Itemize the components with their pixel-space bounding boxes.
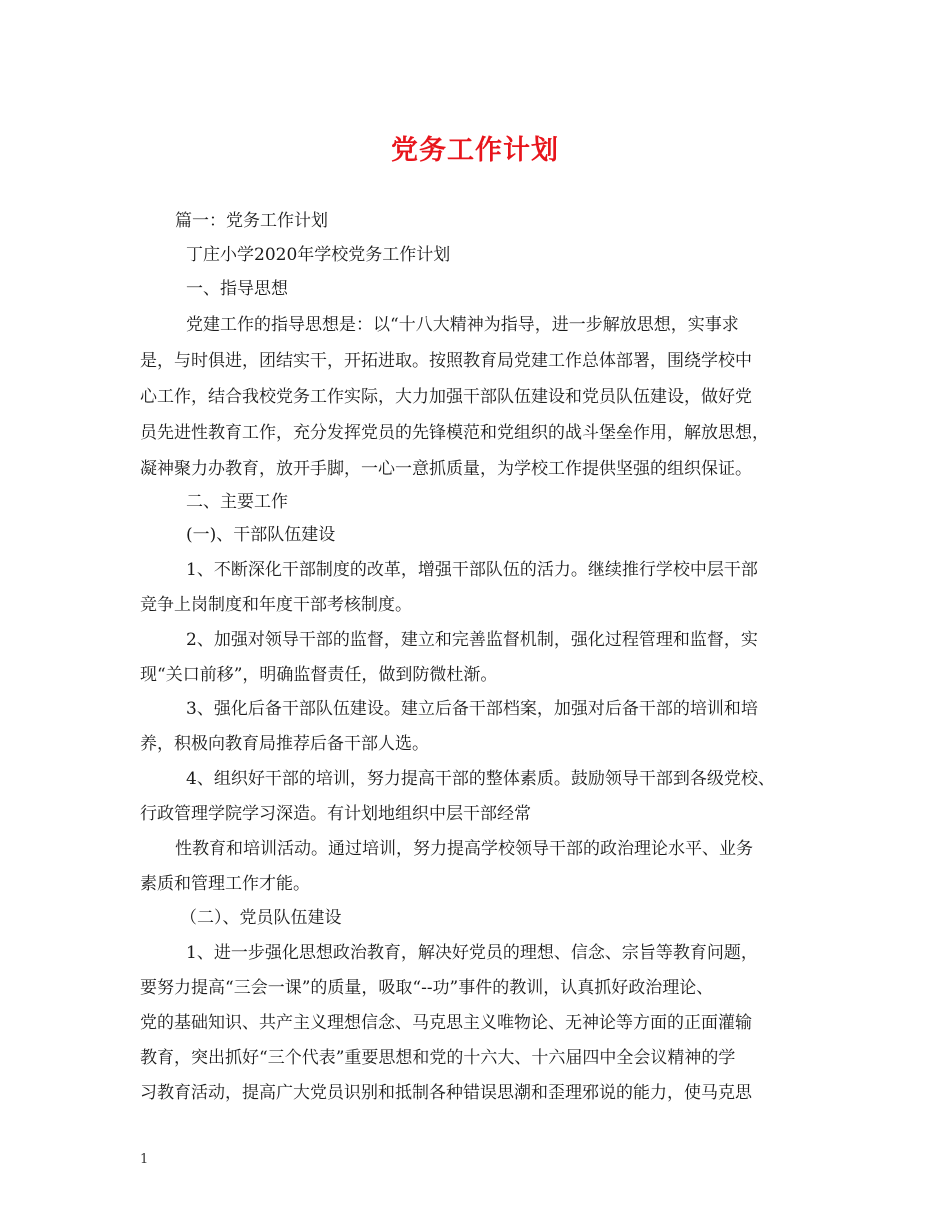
heading-guiding-thought: 一、指导思想 <box>186 279 288 299</box>
paragraph-line: 竞争上岗制度和年度干部考核制度。 <box>140 595 412 615</box>
paragraph-line: 党建工作的指导思想是：以“十八大精神为指导，进一步解放思想，实事求 <box>186 315 739 335</box>
document-title: 党务工作计划 <box>391 135 559 166</box>
paragraph-line: 1、不断深化干部制度的改革，增强干部队伍的活力。继续推行学校中层干部 <box>186 560 758 580</box>
paragraph-line: 行政管理学院学习深造。有计划地组织中层干部经常 <box>140 804 531 824</box>
heading-main-work: 二、主要工作 <box>186 492 288 512</box>
page-number: 1 <box>140 1152 149 1167</box>
paragraph-line: 员先进性教育工作，充分发挥党员的先锋模范和党组织的战斗堡垒作用，解放思想， <box>140 423 769 443</box>
paragraph-line: 2、加强对领导干部的监督，建立和完善监督机制，强化过程管理和监督，实 <box>186 630 758 650</box>
paragraph-line: 党的基础知识、共产主义理想信念、马克思主义唯物论、无神论等方面的正面灌输 <box>140 1013 752 1033</box>
section-heading: 篇一：党务工作计划 <box>175 211 328 231</box>
heading-party-member-team: （二）、党员队伍建设 <box>180 908 342 928</box>
paragraph-line: 教育，突出抓好“三个代表”重要思想和党的十六大、十六届四中全会议精神的学 <box>140 1048 736 1068</box>
paragraph-line: 4、组织好干部的培训，努力提高干部的整体素质。鼓励领导干部到各级党校、 <box>186 769 775 789</box>
paragraph-line: 要努力提高“三会一课”的质量，吸取“--功”事件的教训，认真抓好政治理论、 <box>140 978 714 998</box>
paragraph-line: 现“关口前移”，明确监督责任，做到防微杜渐。 <box>140 665 498 685</box>
paragraph-line: 1、进一步强化思想政治教育，解决好党员的理想、信念、宗旨等教育问题， <box>186 943 758 963</box>
paragraph-line: 性教育和培训活动。通过培训，努力提高学校领导干部的政治理论水平、业务 <box>175 839 753 859</box>
paragraph-line: 3、强化后备干部队伍建设。建立后备干部档案，加强对后备干部的培训和培 <box>186 699 758 719</box>
paragraph-line: 习教育活动，提高广大党员识别和抵制各种错误思潮和歪理邪说的能力，使马克思 <box>140 1083 752 1103</box>
paragraph-line: 养，积极向教育局推荐后备干部人选。 <box>140 734 429 754</box>
paragraph-line: 凝神聚力办教育，放开手脚，一心一意抓质量，为学校工作提供坚强的组织保证。 <box>140 459 752 479</box>
paragraph-line: 素质和管理工作才能。 <box>140 874 310 894</box>
sub-heading: 丁庄小学2020年学校党务工作计划 <box>186 245 451 265</box>
paragraph-line: 心工作，结合我校党务工作实际，大力加强干部队伍建设和党员队伍建设，做好党 <box>140 387 752 407</box>
paragraph-line: 是，与时俱进，团结实干，开拓进取。按照教育局党建工作总体部署，围绕学校中 <box>140 351 752 371</box>
heading-cadre-team: (一)、干部队伍建设 <box>186 525 336 545</box>
